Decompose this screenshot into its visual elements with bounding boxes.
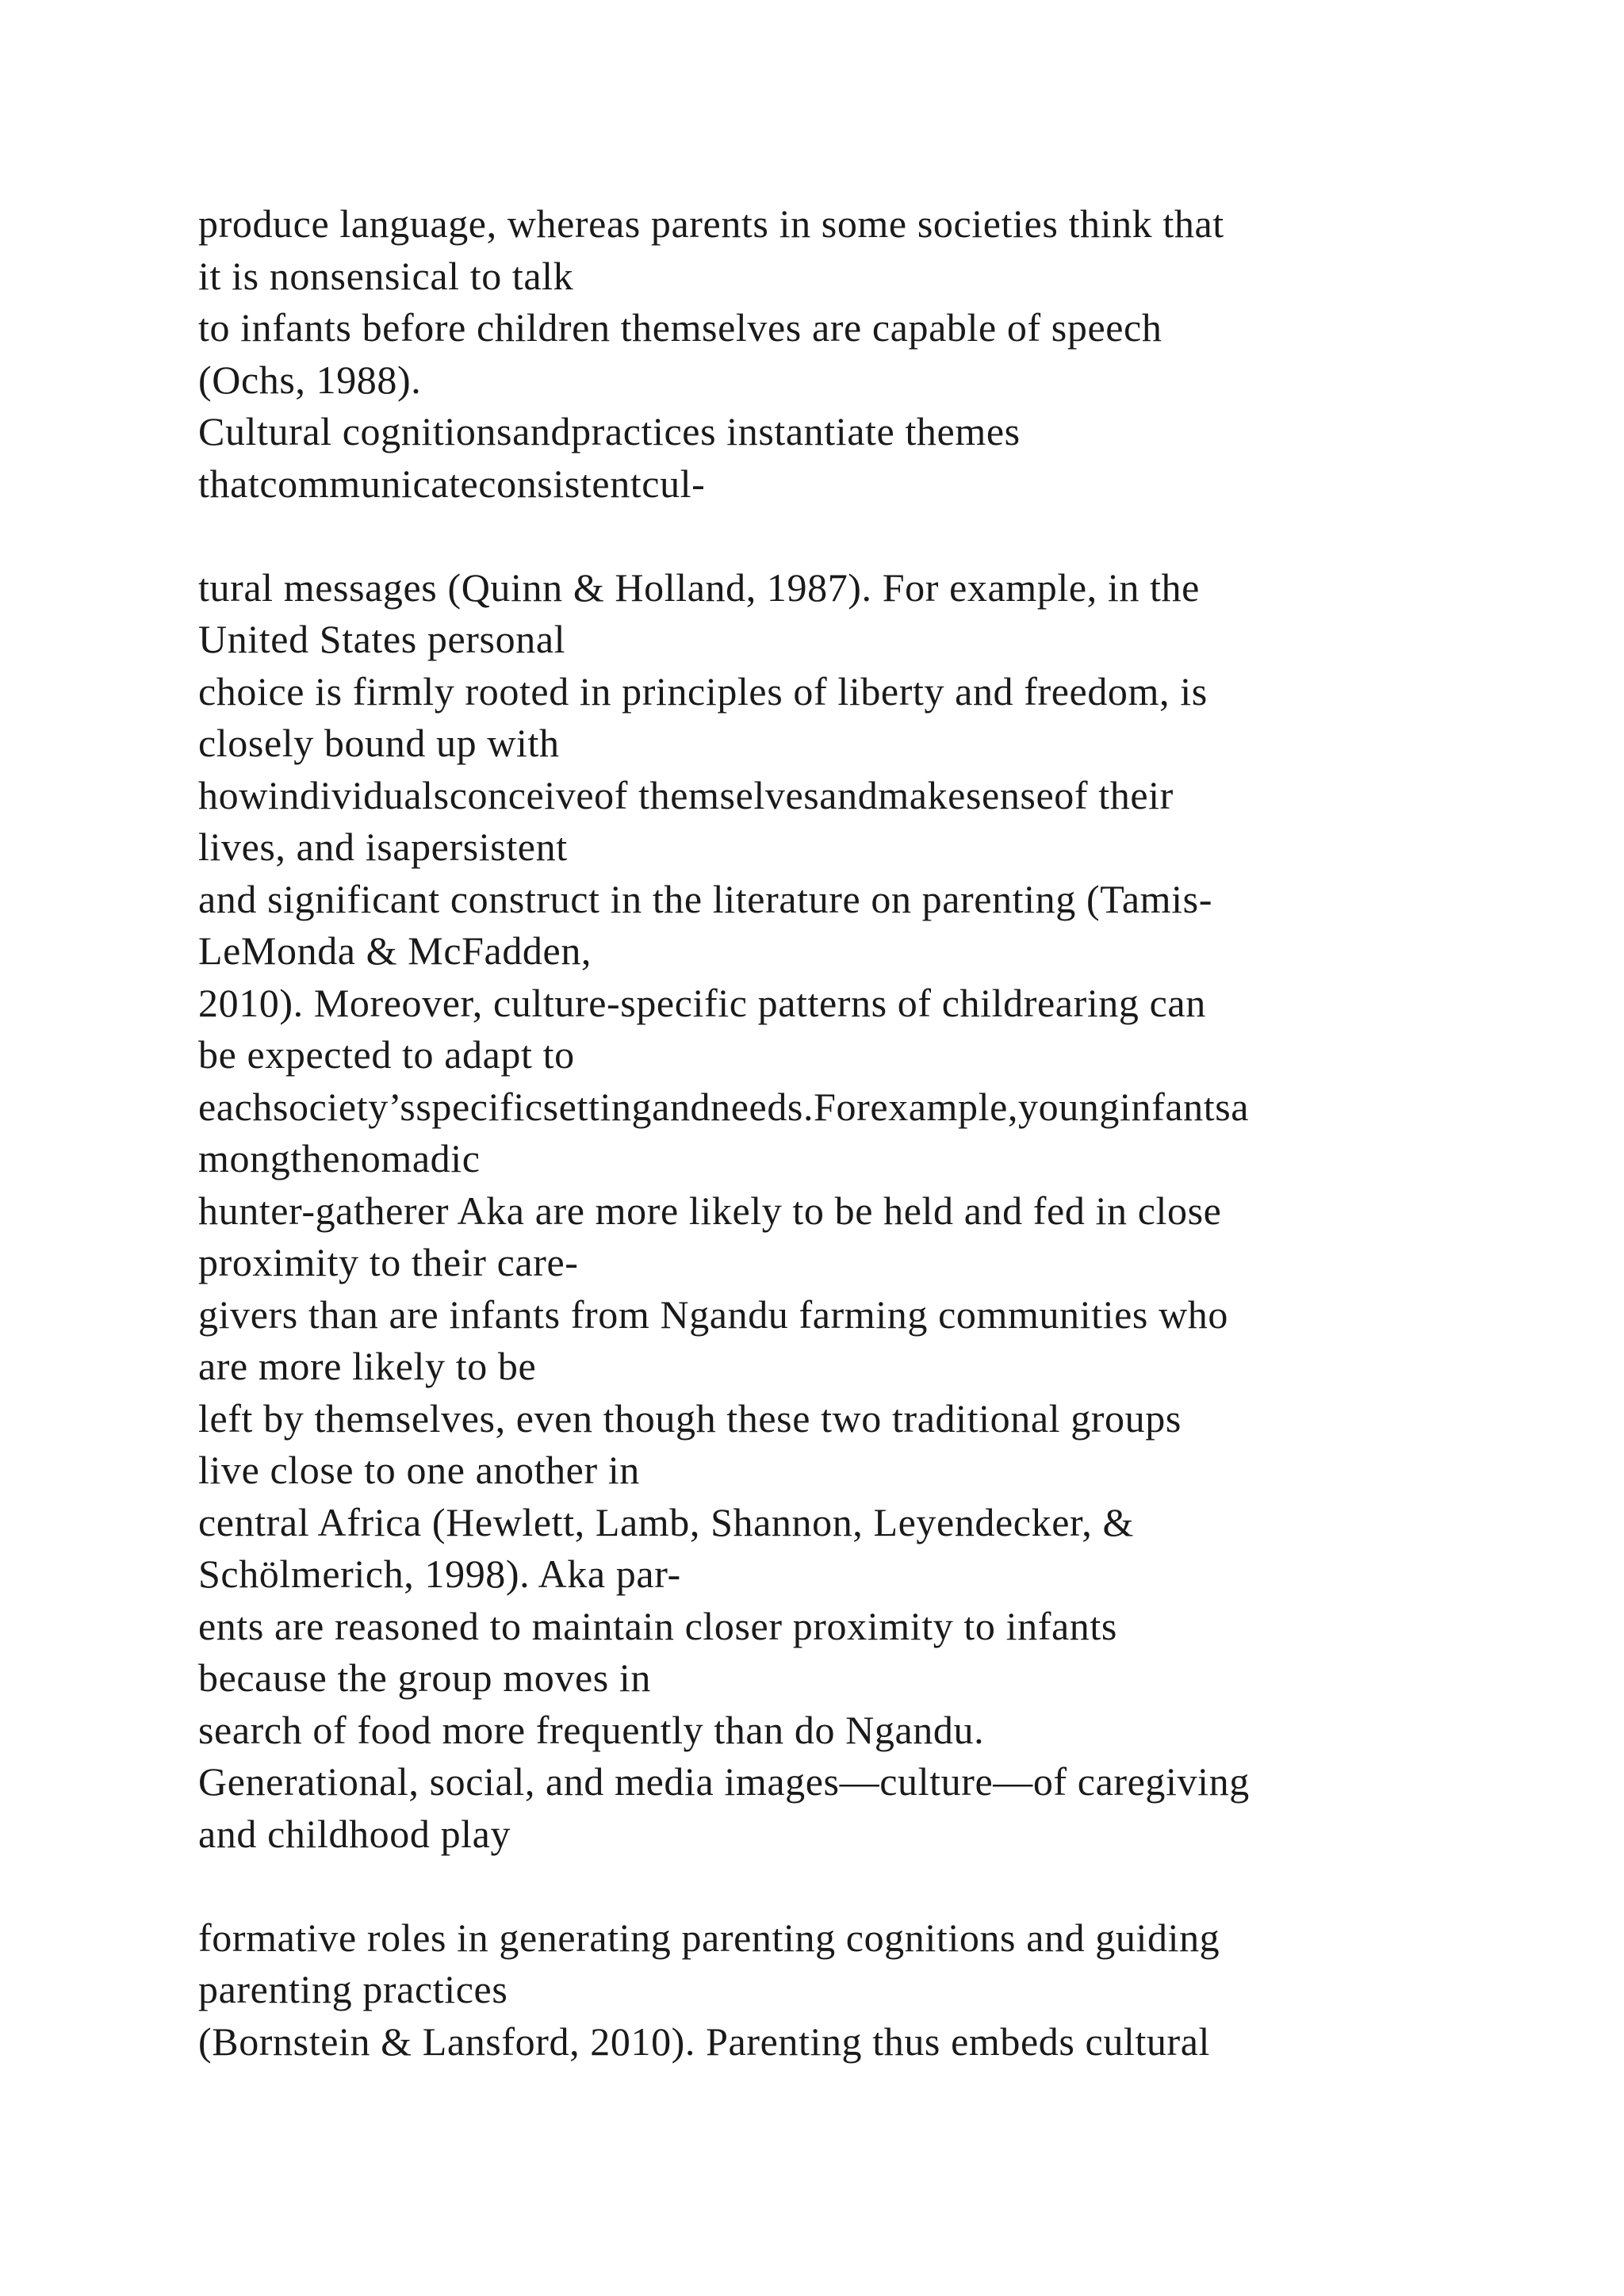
text-line: United States personal — [198, 617, 566, 661]
text-line: (Ochs, 1988). — [198, 357, 422, 402]
paragraph-gap — [198, 1860, 1546, 1912]
text-line: 2010). Moreover, culture-specific patterns of childrearing can — [198, 980, 1206, 1025]
text-line: (Bornstein & Lansford, 2010). Parenting thus embeds cultural — [198, 2019, 1211, 2064]
text-line: search of food more frequently than do Ngandu. — [198, 1707, 985, 1752]
text-line: it is nonsensical to talk — [198, 253, 574, 298]
text-line: Generational, social, and media images—culture—of caregiving — [198, 1759, 1250, 1804]
text-line: central Africa (Hewlett, Lamb, Shannon, Leyendecker, & — [198, 1499, 1134, 1544]
paragraph — [198, 198, 1546, 510]
text-line: givers than are infants from Ngandu farming communities who — [198, 1292, 1228, 1337]
text-line: left by themselves, even though these two traditional groups — [198, 1395, 1182, 1441]
text-line: proximity to their care- — [198, 1240, 579, 1284]
text-line: produce language, whereas parents in some societies think that — [198, 201, 1224, 246]
text-line: be expected to adapt to — [198, 1032, 575, 1077]
text-line: lives, and isapersistent — [198, 825, 568, 869]
text-line: Schölmerich, 1998). Aka par- — [198, 1552, 681, 1596]
paragraph — [198, 562, 1546, 1861]
text-line: howindividualsconceiveof themselvesandmakesenseof their — [198, 772, 1174, 817]
text-line: thatcommunicateconsistentcul- — [198, 461, 706, 506]
text-line: LeMonda & McFadden, — [198, 928, 592, 973]
text-line: and childhood play — [198, 1811, 511, 1856]
text-line: Cultural cognitionsandpractices instantiate themes — [198, 409, 1021, 453]
text-line: mongthenomadic — [198, 1136, 481, 1181]
text-line: because the group moves in — [198, 1655, 651, 1700]
text-line: to infants before children themselves are capable of speech — [198, 305, 1162, 350]
text-line: eachsociety’sspecificsettingandneeds.Forexample,younginfantsa — [198, 1084, 1250, 1129]
text-line: are more likely to be — [198, 1344, 537, 1388]
text-line: formative roles in generating parenting cognitions and guiding — [198, 1915, 1220, 1960]
text-line: choice is firmly rooted in principles of liberty and freedom, is — [198, 668, 1208, 714]
text-line: live close to one another in — [198, 1448, 640, 1492]
text-line: ents are reasoned to maintain closer proximity to infants — [198, 1603, 1117, 1648]
text-line: parenting practices — [198, 1967, 508, 2011]
text-line: and significant construct in the literature on parenting (Tamis- — [198, 876, 1212, 921]
text-line: tural messages (Quinn & Holland, 1987). For example, in the — [198, 564, 1200, 610]
text-line: hunter-gatherer Aka are more likely to be held and fed in close — [198, 1188, 1222, 1233]
text-line: closely bound up with — [198, 721, 560, 765]
document-body — [198, 198, 1546, 2068]
paragraph — [198, 1912, 1546, 2068]
paragraph-gap — [198, 510, 1546, 562]
